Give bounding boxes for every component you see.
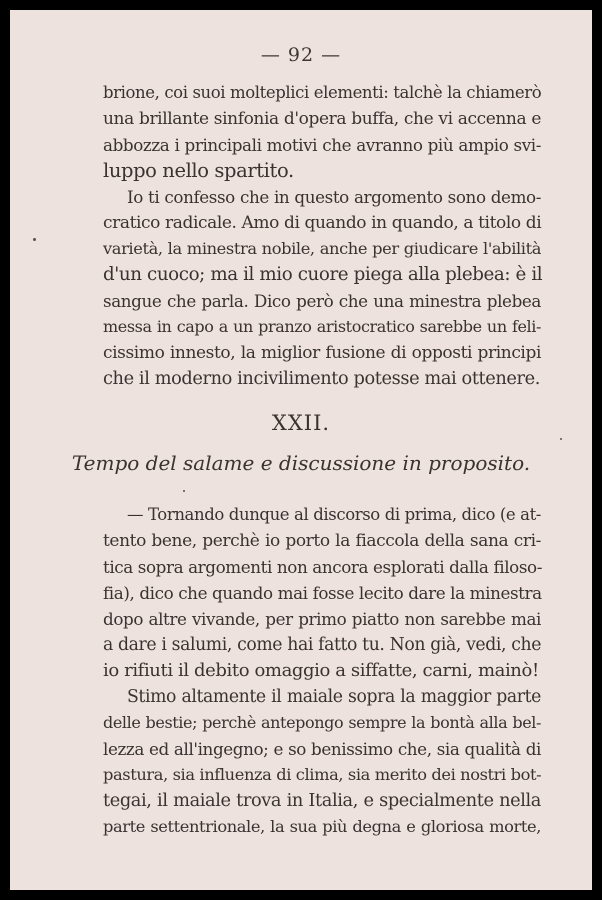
book-page [10,10,592,890]
text-line: a dare i salumi, come hai fatto tu. Non già, vedi, che [103,635,541,655]
text-line: sangue che parla. Dico però che una minestra plebea [103,291,541,311]
text-line: lezza ed all'ingegno; e so benissimo che, sia qualità di [103,739,541,759]
text-line: delle bestie; perchè antepongo sempre la bontà alla bel- [103,713,541,732]
text-line: pastura, sia influenza di clima, sia merito dei nostri bot- [103,765,542,784]
text-line: una brillante sinfonia d'opera buffa, che vi accenna e [103,109,541,129]
text-line: Stimo altamente il maiale sopra la maggior parte [127,687,541,707]
paper-speck [560,438,562,440]
text-line: luppo nello spartito. [103,159,294,182]
text-line: varietà, la minestra nobile, anche per giudicare l'abilità [103,239,541,258]
text-line: io rifiuti il debito omaggio a siffatte, carni, mainò! [103,660,539,681]
text-line: dopo altre vivande, per primo piatto non sarebbe mai [103,609,541,629]
text-line: tento bene, perchè io porto la fiaccola della sana cri- [103,531,541,551]
text-line: brione, coi suoi molteplici elementi: talchè la chiamerò [103,83,542,102]
text-line: tegai, il maiale trova in Italia, e specialmente nella [103,791,541,811]
chapter-title: Tempo del salame e discussione in proposito. [71,451,531,475]
text-line: Io ti confesso che in questo argomento sono demo- [127,187,541,207]
paper-speck [33,238,36,241]
text-line: abbozza i principali motivi che avranno più ampio svi- [103,135,541,155]
text-line: cratico radicale. Amo di quando in quando, a titolo di [103,213,542,233]
text-line: che il moderno incivilimento potesse mai ottenere. [103,369,540,389]
chapter-number: XXII. [271,411,331,435]
text-line: messa in capo a un pranzo aristocratico sarebbe un feli- [103,317,541,336]
text-line: — Tornando dunque al discorso di prima, dico (e at- [127,505,541,524]
text-line: parte settentrionale, la sua più degna e gloriosa morte, [103,817,541,836]
text-line: cissimo innesto, la miglior fusione di opposti principi [103,343,541,363]
text-line: tica sopra argomenti non ancora esplorati dalla filoso- [103,557,542,577]
page-number: — 92 — [260,44,342,66]
text-line: fia), dico che quando mai fosse lecito dare la minestra [103,583,542,603]
text-line: d'un cuoco; ma il mio cuore piega alla plebea: è il [103,264,543,285]
paper-speck [183,490,185,492]
